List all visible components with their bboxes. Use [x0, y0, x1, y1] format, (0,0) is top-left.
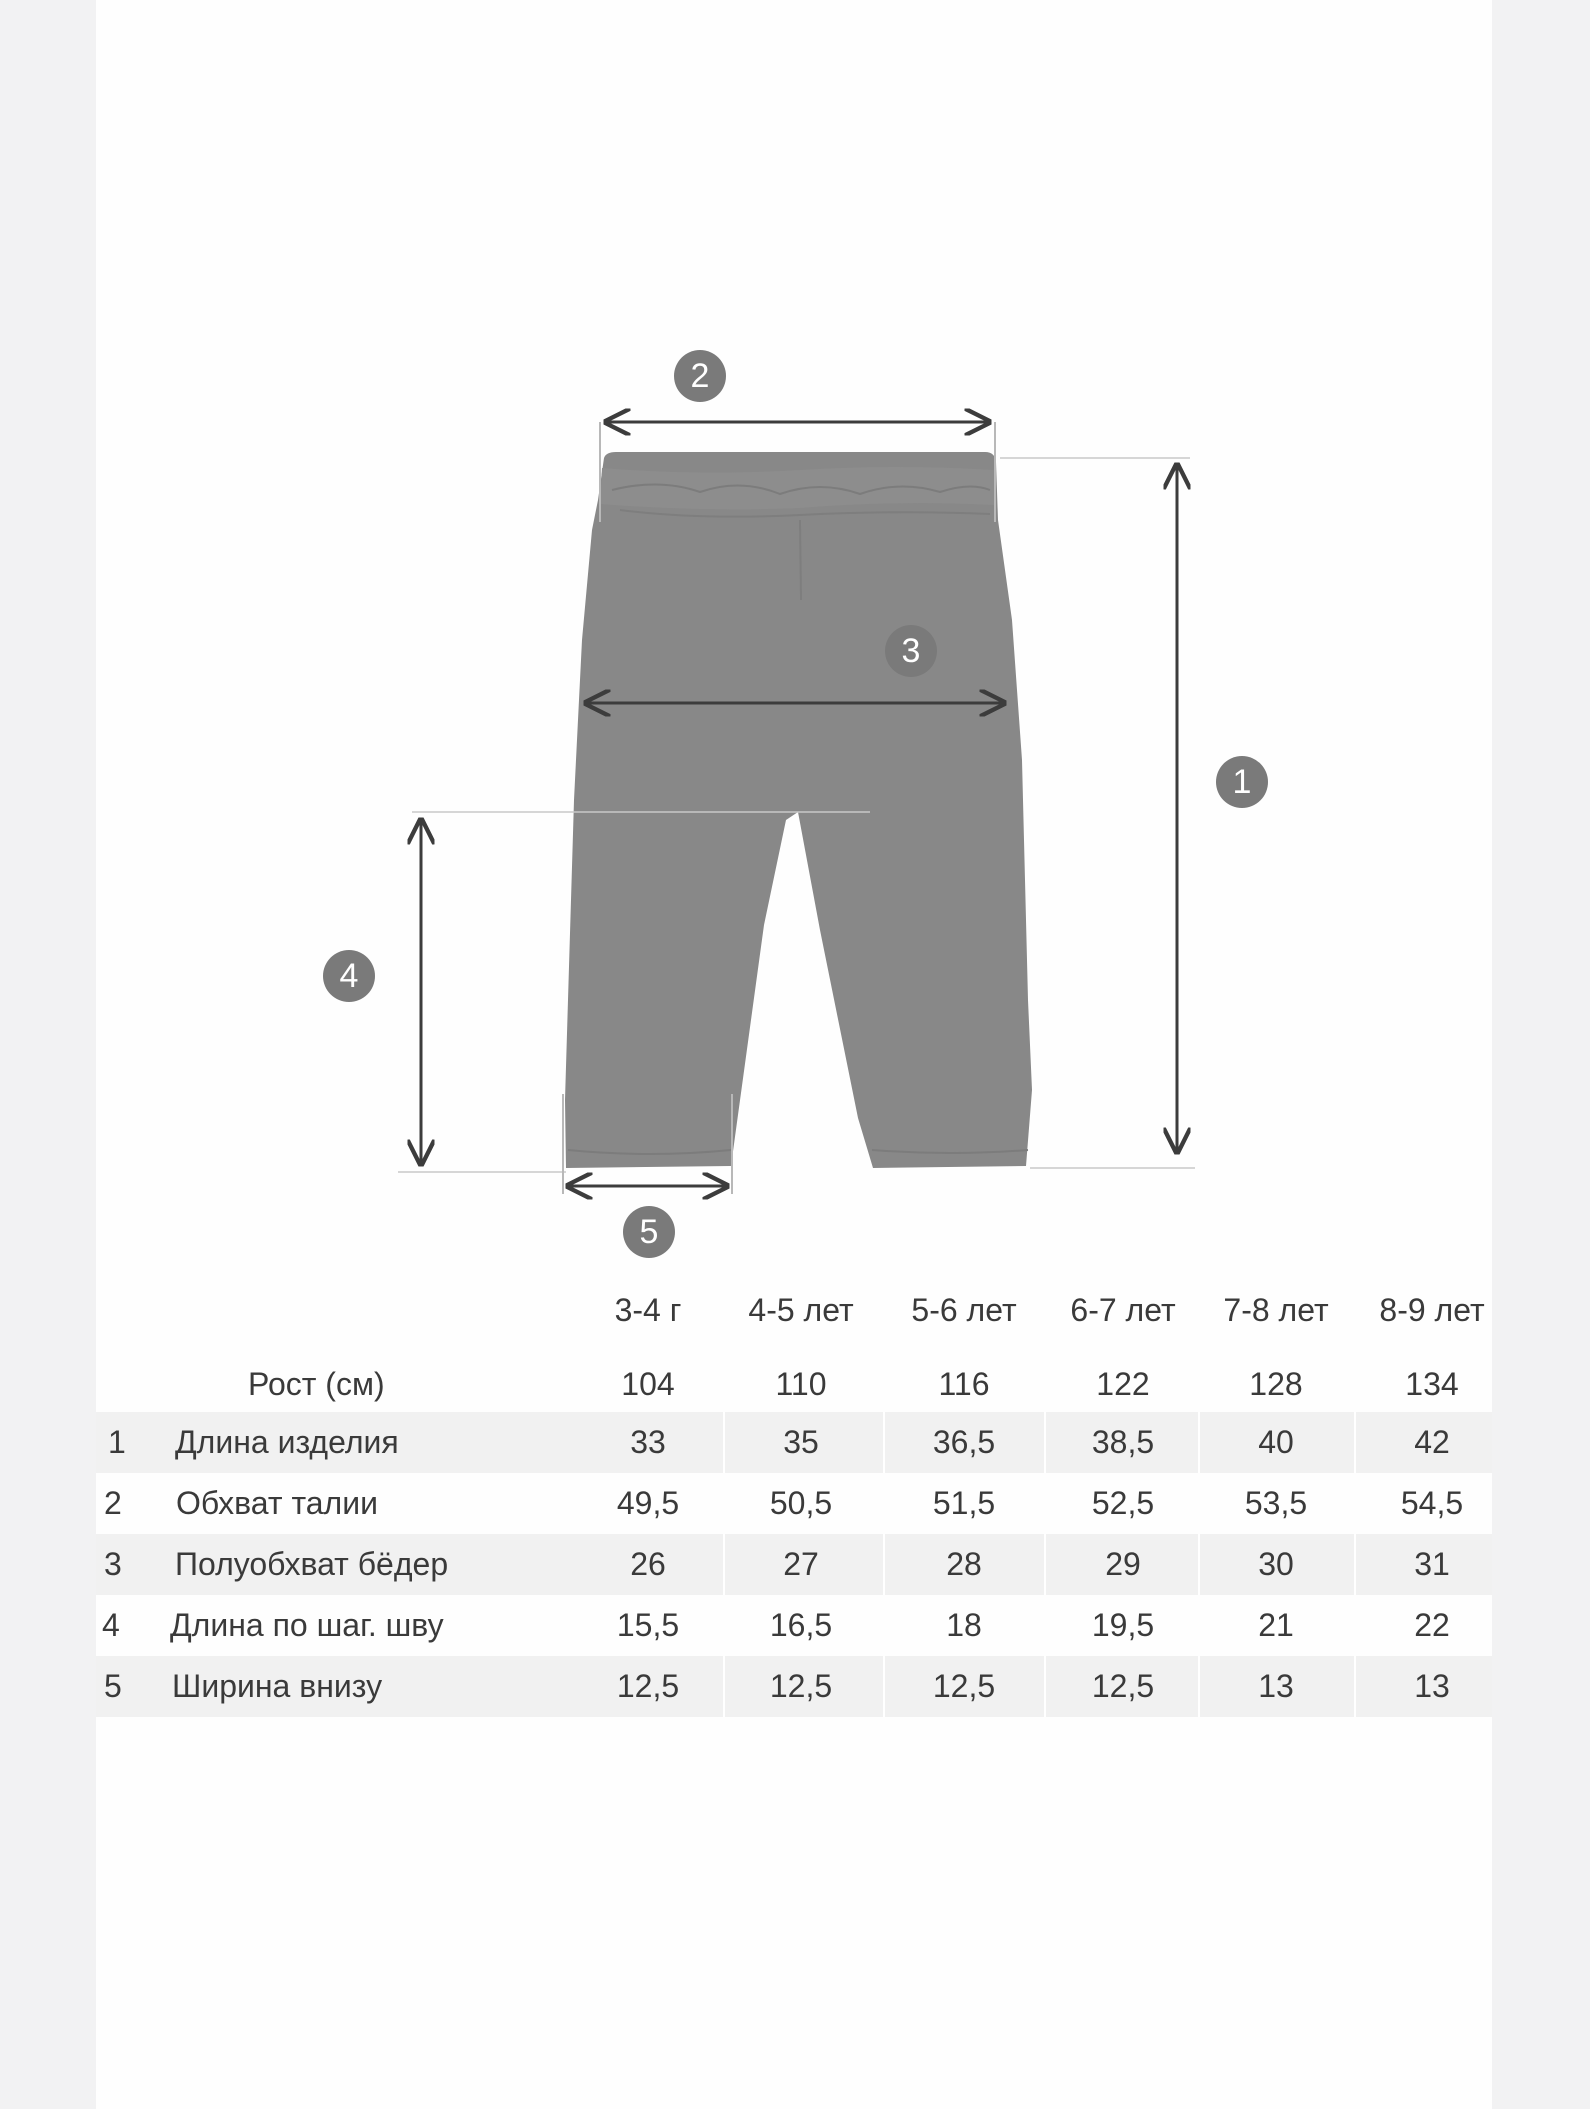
- height-value: 134: [1405, 1366, 1459, 1402]
- height-value: 116: [938, 1366, 990, 1402]
- row-value: 51,5: [932, 1485, 996, 1521]
- height-value: 110: [775, 1366, 827, 1402]
- marker-1: 1: [1216, 756, 1268, 808]
- row-value: 13: [1414, 1668, 1450, 1704]
- row-value: 29: [1105, 1546, 1141, 1582]
- row-number: 1: [108, 1424, 126, 1460]
- row-value: 35: [783, 1424, 819, 1460]
- age-header: 7-8 лет: [1223, 1292, 1329, 1328]
- height-label: Рост (см): [248, 1366, 385, 1402]
- table-row: [96, 1595, 1492, 1656]
- row-value: 16,5: [769, 1607, 833, 1643]
- row-value: 28: [946, 1546, 982, 1582]
- row-value: 15,5: [616, 1607, 680, 1643]
- row-value: 53,5: [1244, 1485, 1308, 1521]
- age-header: 8-9 лет: [1379, 1292, 1485, 1328]
- row-value: 12,5: [616, 1668, 680, 1704]
- row-number: 3: [104, 1546, 122, 1582]
- row-value: 12,5: [769, 1668, 833, 1704]
- row-value: 38,5: [1091, 1424, 1155, 1460]
- row-label: Длина изделия: [175, 1424, 399, 1460]
- table-row: [96, 1473, 1492, 1534]
- row-value: 21: [1258, 1607, 1294, 1643]
- row-value: 40: [1258, 1424, 1294, 1460]
- row-value: 12,5: [932, 1668, 996, 1704]
- table-row: [96, 1656, 1492, 1717]
- age-header: 3-4 г: [614, 1292, 682, 1328]
- row-value: 50,5: [769, 1485, 833, 1521]
- row-value: 49,5: [616, 1485, 680, 1521]
- row-value: 26: [630, 1546, 666, 1582]
- marker-4: 4: [323, 950, 375, 1002]
- row-value: 36,5: [932, 1424, 996, 1460]
- height-value: 128: [1249, 1366, 1303, 1402]
- table-row: [96, 1534, 1492, 1595]
- row-value: 30: [1258, 1546, 1294, 1582]
- marker-5: 5: [623, 1206, 675, 1258]
- age-header: 6-7 лет: [1070, 1292, 1176, 1328]
- row-number: 4: [102, 1607, 120, 1643]
- row-label: Полуобхват бёдер: [175, 1546, 449, 1582]
- age-header-row: [96, 1280, 1492, 1341]
- pants-shape: [565, 452, 1032, 1168]
- height-value: 122: [1096, 1366, 1150, 1402]
- row-value: 18: [946, 1607, 982, 1643]
- row-number: 5: [104, 1668, 122, 1704]
- row-value: 19,5: [1091, 1607, 1155, 1643]
- row-label: Длина по шаг. шву: [170, 1607, 444, 1643]
- height-value: 104: [621, 1366, 675, 1402]
- row-value: 13: [1258, 1668, 1294, 1704]
- waistband: [600, 467, 994, 509]
- row-label: Ширина внизу: [172, 1668, 383, 1704]
- row-value: 12,5: [1091, 1668, 1155, 1704]
- row-value: 54,5: [1400, 1485, 1464, 1521]
- row-value: 42: [1414, 1424, 1450, 1460]
- row-label: Обхват талии: [176, 1485, 378, 1521]
- row-value: 31: [1414, 1546, 1450, 1582]
- row-number: 2: [104, 1485, 122, 1521]
- row-value: 27: [783, 1546, 819, 1582]
- age-header: 4-5 лет: [748, 1292, 854, 1328]
- marker-2: 2: [674, 350, 726, 402]
- table-row: [96, 1412, 1492, 1473]
- height-row: [96, 1354, 1492, 1415]
- row-value: 52,5: [1091, 1485, 1155, 1521]
- age-header: 5-6 лет: [911, 1292, 1017, 1328]
- row-value: 33: [630, 1424, 666, 1460]
- row-value: 22: [1414, 1607, 1450, 1643]
- marker-3: 3: [885, 625, 937, 677]
